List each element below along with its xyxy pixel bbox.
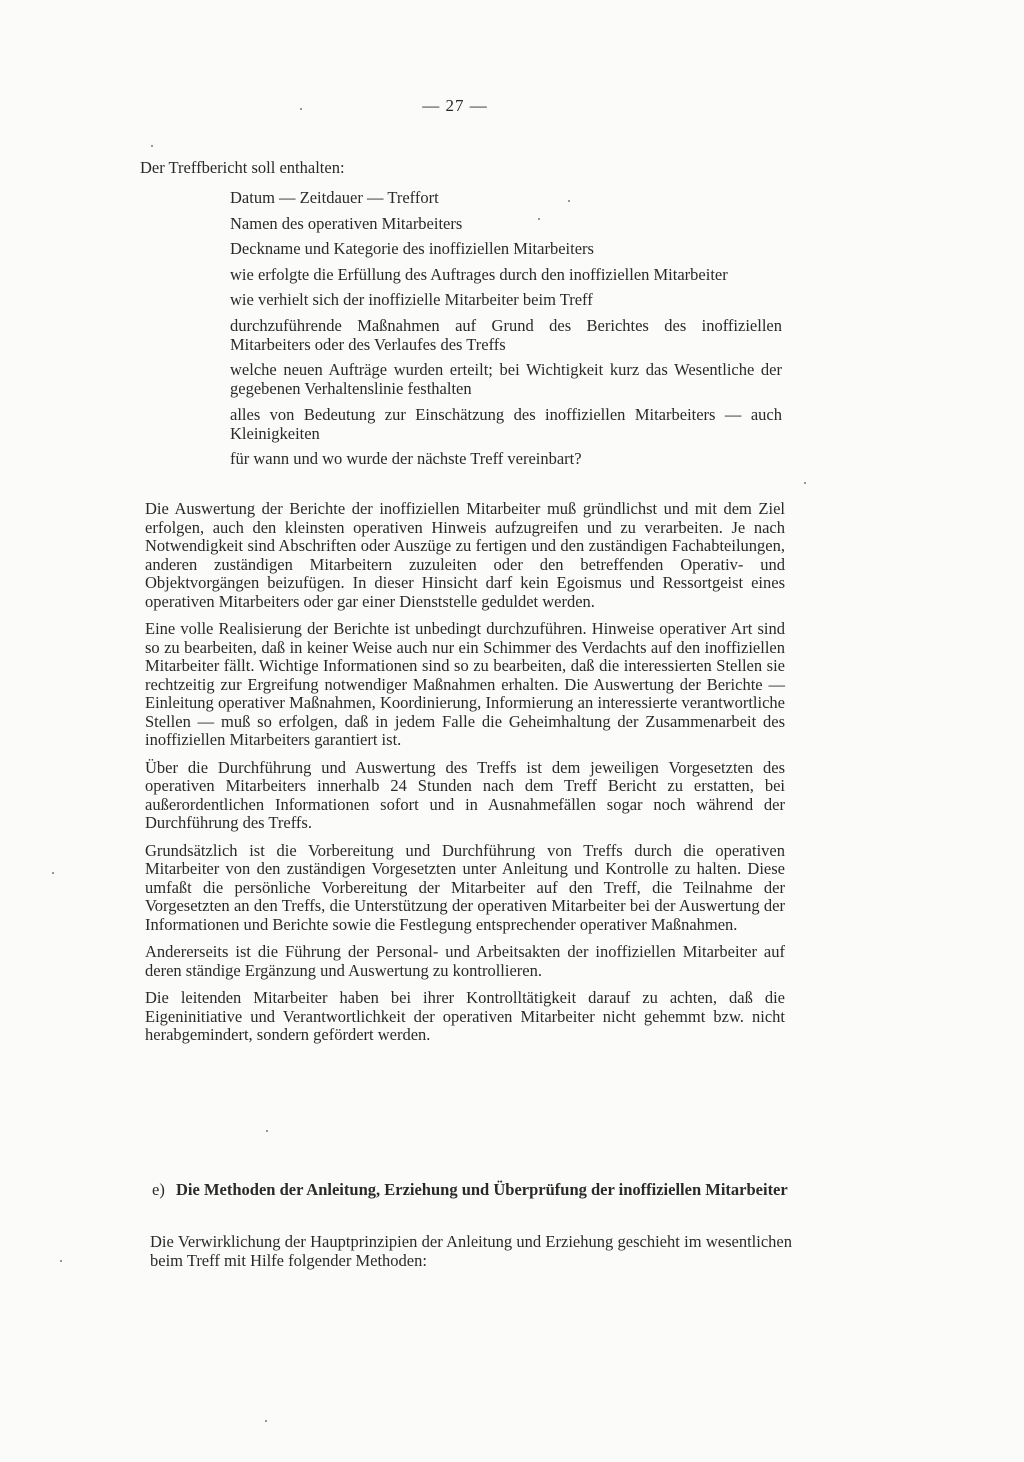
- list-item: für wann und wo wurde der nächste Treff vereinbart?: [230, 449, 582, 468]
- body-text: [145, 500, 785, 1054]
- section-marker: e): [152, 1180, 165, 1199]
- scan-speck: [538, 218, 540, 220]
- section-heading: [152, 1180, 792, 1199]
- paragraph: Die Auswertung der Berichte der inoffiziellen Mitarbeiter muß gründlichst und mit dem Ziel erfolgen, auch den kleinsten operativen Hinweis aufzugreifen und zu verarbeiten. Je nach Notwendigkeit sind Abschriften oder Auszüge zu fertigen und den zuständigen Fachabteilungen, anderen zuständigen Mitarbeitern zuzuleiten oder den betreffenden Operativ- und Objektvorgängen beizufügen. In dieser Hinsicht darf kein Egoismus und Ressortgeist eines operativen Mitarbeiters oder gar einer Dienststelle geduldet werden.: [145, 499, 785, 611]
- scan-speck: [300, 108, 302, 110]
- scan-speck: [265, 1420, 267, 1422]
- list-item: Datum — Zeitdauer — Treffort: [230, 188, 439, 207]
- list-item: alles von Bedeutung zur Einschätzung des inoffiziellen Mitarbeiters — auch Kleinigkeiten: [230, 404, 782, 443]
- scan-speck: [52, 872, 54, 874]
- paragraph: Eine volle Realisierung der Berichte ist unbedingt durchzuführen. Hinweise operativer Art sind so zu bearbeiten, daß in keiner Weise auch nur ein Schimmer des Verdachts auf den inoffiziellen Mitarbeiter fällt. Wichtige Informationen sind so zu bearbeiten, daß die interessierten Stellen sie rechtzeitig zur Ergreifung notwendiger Maßnahmen erhalten. Die Auswertung der Berichte — Einleitung operativer Maßnahmen, Koordinierung, Informierung an interessierte verantwortliche Stellen — muß so erfolgen, daß in jedem Falle die Geheimhaltung der Zusammenarbeit des inoffiziellen Mitarbeiters garantiert ist.: [145, 619, 785, 749]
- scan-speck: [151, 145, 153, 147]
- page-number: — 27 —: [422, 96, 488, 115]
- paragraph: Die leitenden Mitarbeiter haben bei ihrer Kontrolltätigkeit darauf zu achten, daß die Eigeninitiative und Verantwortlichkeit der operativen Mitarbeiter nicht gehemmt bzw. nicht herabgemindert, sondern gefördert werden.: [145, 988, 785, 1044]
- list-item: welche neuen Aufträge wurden erteilt; bei Wichtigkeit kurz das Wesentliche der gegebenen Verhaltenslinie festhalten: [230, 360, 782, 398]
- section-paragraph: Die Verwirklichung der Hauptprinzipien der Anleitung und Erziehung geschieht im wesentlichen beim Treff mit Hilfe folgender Methoden:: [150, 1232, 792, 1270]
- scan-speck: [60, 1260, 62, 1262]
- scan-speck: [804, 482, 806, 484]
- paragraph: Grundsätzlich ist die Vorbereitung und Durchführung von Treffs durch die operativen Mitarbeiter von den zuständigen Vorgesetzten unter Anleitung und Kontrolle zu halten. Diese umfaßt die persönliche Vorbereitung der Mitarbeiter auf den Treff, die Teilnahme der Vorgesetzten an den Treffs, die Unterstützung der operativen Mitarbeiter bei der Auswertung der Informationen und Berichte sowie die Festlegung entsprechender operativer Maßnahmen.: [145, 840, 785, 934]
- section-title: Die Methoden der Anleitung, Erziehung und Überprüfung der inoffiziellen Mitarbeiter: [176, 1180, 788, 1199]
- list-item: wie erfolgte die Erfüllung des Auftrages durch den inoffiziellen Mitarbeiter: [230, 264, 728, 284]
- list-item: Namen des operativen Mitarbeiters: [230, 213, 463, 233]
- paragraph: Andererseits ist die Führung der Personal- und Arbeitsakten der inoffiziellen Mitarbeiter auf deren ständige Ergänzung und Auswertung zu kontrollieren.: [145, 942, 785, 980]
- report-contents-list: [230, 188, 782, 475]
- report-contents-intro: Der Treffbericht soll enthalten:: [140, 158, 345, 177]
- list-item: wie verhielt sich der inoffizielle Mitarbeiter beim Treff: [230, 290, 593, 309]
- list-item: durchzuführende Maßnahmen auf Grund des Berichtes des inoffiziellen Mitarbeiters oder des Verlaufes des Treffs: [230, 315, 782, 354]
- scan-speck: [266, 1130, 268, 1132]
- scan-speck: [568, 200, 570, 202]
- list-item: Deckname und Kategorie des inoffiziellen Mitarbeiters: [230, 239, 594, 258]
- paragraph: Über die Durchführung und Auswertung des Treffs ist dem jeweiligen Vorgesetzten des operativen Mitarbeiters innerhalb 24 Stunden nach dem Treff Bericht zu erstatten, bei außerordentlichen Informationen sofort und in Ausnahmefällen sogar noch während der Durchführung des Treffs.: [145, 757, 785, 832]
